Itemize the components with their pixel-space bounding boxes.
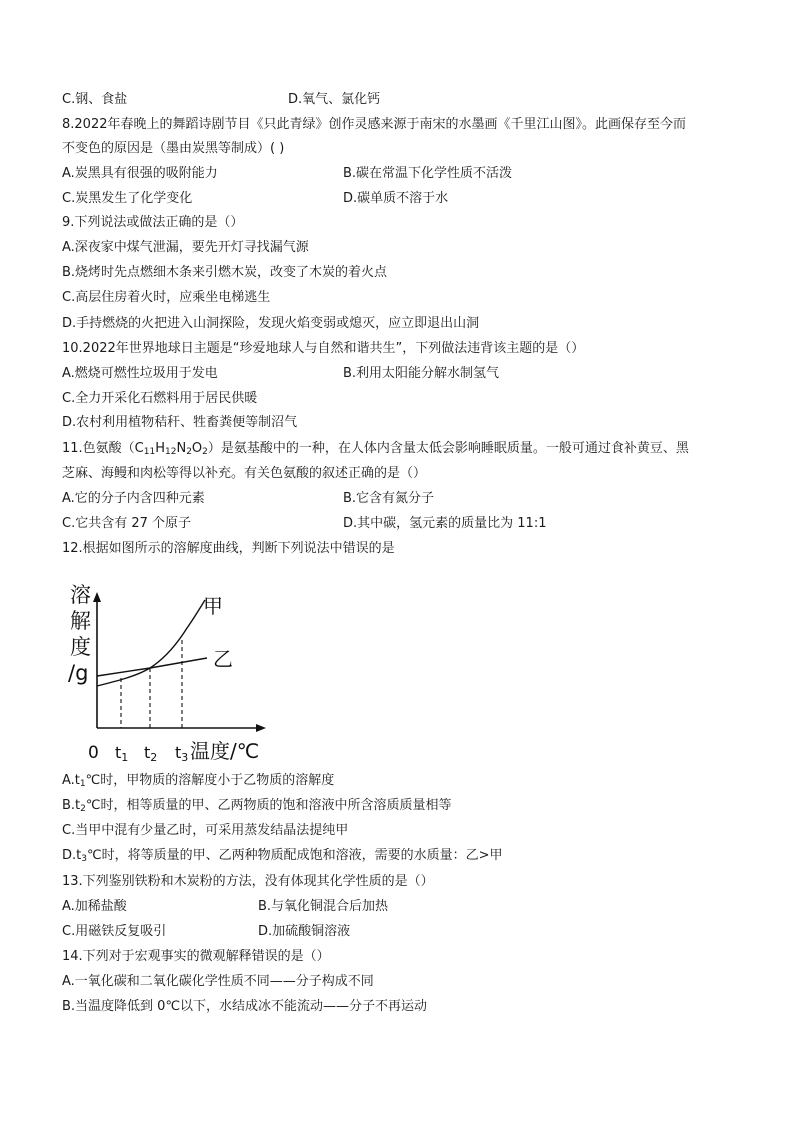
y-axis-label-char: 度 — [70, 635, 91, 659]
q8-option-b: B.碳在常温下化学性质不活泼 — [343, 166, 513, 181]
q7-option-c: C.钢、食盐 — [62, 92, 128, 107]
y-axis-label-char: 溶 — [70, 583, 91, 607]
q8-stem-line1: 8.2022年春晚上的舞蹈诗剧节目《只此青绿》创作灵感来源于南宋的水墨画《千里江山图》。此画保存至今而 — [62, 117, 686, 132]
q11-option-c: C.它共含有 27 个原子 — [62, 516, 192, 531]
tick-t1-label: t1 — [115, 743, 129, 764]
q11-stem-line1: 11.色氨酸$(C_{11}H_{12}N_2O_2)$是氨基酸中的一种，在人体内含量太低会影响睡眠质量。一般可通过食补黄豆、黑 — [62, 441, 689, 457]
q8-option-d: D.碳单质不溶于水 — [343, 191, 449, 206]
q11-stem-line2: 芝麻、海鳗和肉松等得以补充。有关色氨酸的叙述正确的是（） — [62, 466, 427, 481]
q9-option-a: A.深夜家中煤气泄漏，要先开灯寻找漏气源 — [62, 240, 309, 255]
q11-option-d: D.其中碳，氢元素的质量比为 11:1 — [343, 516, 547, 531]
y-axis-label-unit: /g — [68, 661, 89, 685]
q8-stem-line2: 不变色的原因是（墨由炭黑等制成）( ) — [62, 141, 285, 156]
origin-label: 0 — [88, 743, 99, 763]
q13-option-c: C.用磁铁反复吸引 — [62, 924, 167, 939]
q9-option-d: D.手持燃烧的火把进入山洞探险，发现火焰变弱或熄灭，应立即退出山洞 — [62, 316, 480, 331]
q13-option-b: B.与氧化铜混合后加热 — [258, 899, 389, 914]
q13-option-a: A.加稀盐酸 — [62, 899, 127, 914]
q9-option-b: B.烧烤时先点燃细木条来引燃木炭，改变了木炭的着火点 — [62, 265, 388, 280]
tick-t2-label: t2 — [144, 743, 158, 764]
q10-option-a: A.燃烧可燃性垃圾用于发电 — [62, 366, 218, 381]
q10-option-d: D.农村利用植物秸秆、牲畜粪便等制沼气 — [62, 415, 298, 430]
y-axis-label-char: 解 — [70, 609, 91, 633]
q12-stem: 12.根据如图所示的溶解度曲线，判断下列说法中错误的是 — [62, 541, 395, 556]
tick-t3-label: t3 — [175, 743, 189, 764]
q13-stem: 13.下列鉴别铁粉和木炭粉的方法，没有体现其化学性质的是（） — [62, 874, 434, 889]
q10-option-c: C.全力开采化石燃料用于居民供暖 — [62, 391, 258, 406]
q9-option-c: C.高层住房着火时，应乘坐电梯逃生 — [62, 290, 271, 305]
x-axis-label: 温度/℃ — [190, 739, 260, 763]
q9-stem: 9.下列说法或做法正确的是（） — [62, 215, 244, 230]
q14-stem: 14.下列对于宏观事实的微观解释错误的是（） — [62, 949, 330, 964]
q10-option-b: B.利用太阳能分解水制氢气 — [343, 366, 500, 381]
y-axis-label — [68, 583, 91, 685]
q11-option-a: A.它的分子内含四种元素 — [62, 491, 205, 506]
q14-option-a: A.一氧化碳和二氧化碳化学性质不同——分子构成不同 — [62, 974, 374, 989]
q10-stem: 10.2022年世界地球日主题是“珍爱地球人与自然和谐共生”，下列做法违背该主题的是（） — [62, 341, 585, 356]
q8-option-a: A.炭黑具有很强的吸附能力 — [62, 166, 218, 181]
y-axis-arrow — [93, 592, 101, 602]
q13-option-d: D.加硫酸铜溶液 — [258, 924, 351, 939]
q11-option-b: B.它含有氮分子 — [343, 491, 435, 506]
q12-option-c: C.当甲中混有少量乙时，可采用蒸发结晶法提纯甲 — [62, 823, 349, 838]
q12-option-b: $B.t_2℃$时，相等质量的甲、乙两物质的饱和溶液中所含溶质质量相等 — [62, 798, 452, 814]
q8-option-c: C.炭黑发生了化学变化 — [62, 191, 193, 206]
q14-option-b: B.当温度降低到 0℃以下，水结成冰不能流动——分子不再运动 — [62, 999, 428, 1014]
solubility-curve-figure — [62, 578, 272, 768]
q7-option-d: D.氧气、氯化钙 — [288, 92, 381, 107]
curve-jia-label: 甲 — [203, 594, 223, 618]
curve-yi-label: 乙 — [213, 647, 233, 671]
x-axis-arrow — [256, 724, 266, 732]
q12-option-d: $D.t_3℃$时，将等质量的甲、乙两种物质配成饱和溶液，需要的水质量：乙>甲 — [62, 848, 503, 864]
curve-yi — [97, 658, 207, 676]
q12-option-a: $A.t_1℃$时，甲物质的溶解度小于乙物质的溶解度 — [62, 773, 335, 789]
